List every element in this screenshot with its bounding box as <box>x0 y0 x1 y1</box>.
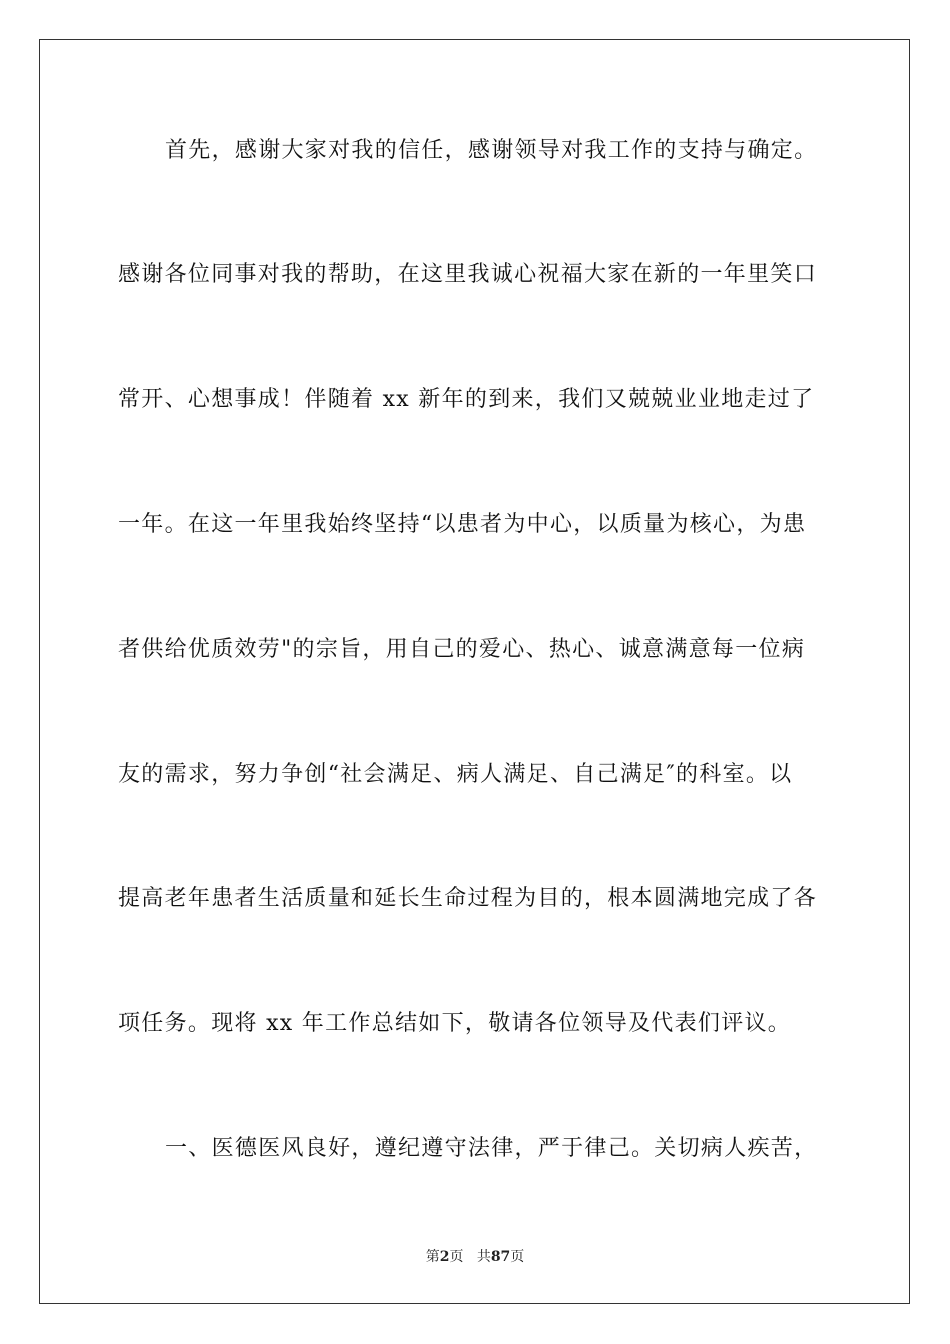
total-suffix: 页 <box>510 1249 525 1265</box>
text-line: 常开、心想事成！伴随着 xx 新年的到来，我们又兢兢业业地走过了 <box>118 387 815 412</box>
text-line: 项任务。现将 xx 年工作总结如下，敬请各位领导及代表们评议。 <box>118 1011 792 1036</box>
text-line: 者供给优质效劳"的宗旨，用自己的爱心、热心、诚意满意每一位病 <box>118 637 806 662</box>
text-line: 首先，感谢大家对我的信任，感谢领导对我工作的支持与确定。 <box>165 138 818 163</box>
total-pages: 87 <box>490 1249 511 1265</box>
text-line: 一年。在这一年里我始终坚持“以患者为中心，以质量为核心，为患 <box>118 512 807 537</box>
page-prefix: 第 <box>425 1249 440 1265</box>
text-line: 一、医德医风良好，遵纪遵守法律，严于律己。关切病人疾苦， <box>165 1136 818 1161</box>
text-line: 提高老年患者生活质量和延长生命过程为目的，根本圆满地完成了各 <box>118 886 818 911</box>
page-border <box>39 39 910 1304</box>
text-line: 友的需求，努力争创“社会满足、病人满足、自己满足″的科室。以 <box>118 762 793 787</box>
page-suffix: 页 <box>449 1249 464 1265</box>
page-number: 2 <box>439 1249 450 1265</box>
page-footer <box>0 1247 950 1267</box>
total-prefix: 共 <box>476 1249 491 1265</box>
text-line: 感谢各位同事对我的帮助，在这里我诚心祝福大家在新的一年里笑口 <box>118 262 818 287</box>
